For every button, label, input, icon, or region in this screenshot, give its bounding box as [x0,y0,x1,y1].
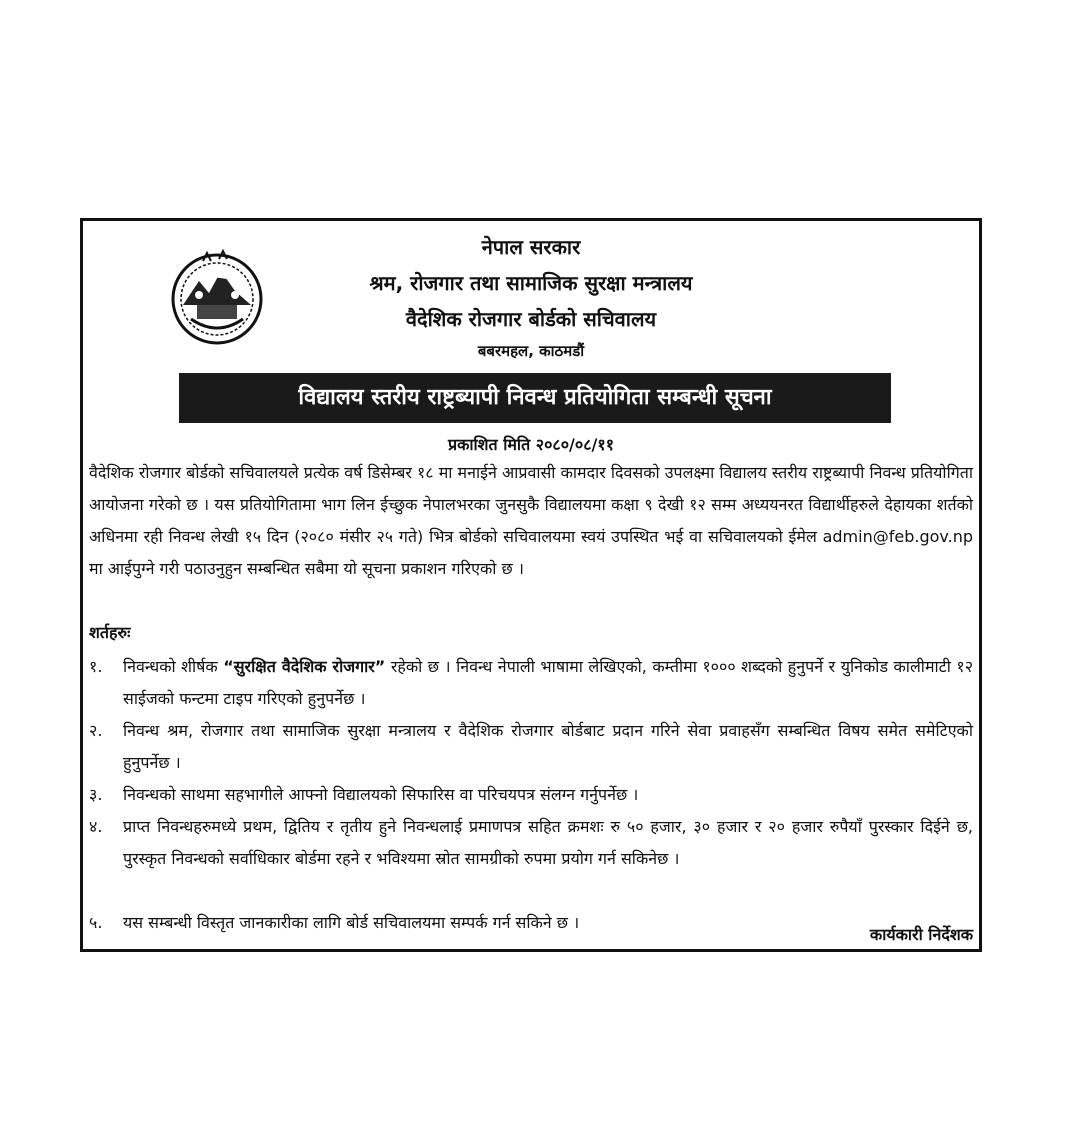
condition-item [89,651,973,715]
conditions-heading: शर्तहरुः [89,623,131,642]
condition-number: ४. [89,817,103,836]
condition-text: यस सम्बन्धी विस्तृत जानकारीका लागि बोर्ड सचिवालयमा सम्पर्क गर्न सकिने छ । [123,913,580,932]
published-date: प्रकाशित मिति २०८०/०८/११ [447,435,615,454]
condition-number: २. [89,721,103,740]
office-name: वैदेशिक रोजगार बोर्डको सचिवालय [405,307,657,331]
condition-number: १. [89,657,103,676]
condition-text-part: रहेको छ । निवन्ध नेपाली भाषामा लेखिएको, कम्तीमा १००० शब्दको हुनुपर्ने र युनिकोड कालीमाटी १२ साईजको फन्टमा टाइप गरिएको हुनुपर्नेछ । [123,657,974,708]
nepal-government-emblem-icon [169,247,265,347]
condition-number: ३. [89,785,103,804]
condition-text: निवन्धको साथमा सहभागीले आफ्नो विद्यालयको सिफारिस वा परिचयपत्र संलग्न गर्नुपर्नेछ । [123,785,639,804]
office-address: बबरमहल, काठमडौं [477,342,585,360]
condition-text: प्राप्त निवन्धहरुमध्ये प्रथम, द्वितिय र तृतीय हुने निवन्धलाई प्रमाणपत्र सहित क्रमशः रु ५० हजार, ३० हजार र २० हजार रुपैयाँ पुरस्कार दिईने छ, पुरस्कृत निवन्धको सर्वाधिकार बोर्डमा रहने र भविश्यमा स्रोत सामग्रीको रुपमा प्रयोग गर्न सकिनेछ । [123,817,973,868]
condition-text [123,651,973,715]
condition-item [89,779,973,811]
condition-number: ५. [89,913,103,932]
signer-title: कार्यकारी निर्देशक [869,925,973,944]
condition-text: निवन्ध श्रम, रोजगार तथा सामाजिक सुरक्षा मन्त्रालय र वैदेशिक रोजगार बोर्डबाट प्रदान गरिने सेवा प्रवाहसँग सम्बन्धित विषय समेत समेटिएको हुनुपर्नेछ । [123,721,973,772]
condition-item [89,715,973,779]
notice-title-banner: विद्यालय स्तरीय राष्ट्रब्यापी निवन्ध प्रतियोगिता सम्बन्धी सूचना [179,373,891,423]
condition-item [89,907,973,939]
condition-item [89,811,973,875]
ministry-name: श्रम, रोजगार तथा सामाजिक सुरक्षा मन्त्रालय [369,271,693,295]
essay-topic: “सुरक्षित वैदेशिक रोजगार” [223,657,386,676]
government-name: नेपाल सरकार [481,235,581,259]
condition-text-part: निवन्धको शीर्षक [123,657,224,676]
notice-box [80,218,982,952]
intro-paragraph: वैदेशिक रोजगार बोर्डको सचिवालयले प्रत्येक वर्ष डिसेम्बर १८ मा मनाईने आप्रवासी कामदार दिवसको उपलक्ष्मा विद्यालय स्तरीय राष्ट्रब्यापी निवन्ध प्रतियोगिता आयोजना गरेको छ । यस प्रतियोगितामा भाग लिन ईच्छुक नेपालभरका जुनसुकै विद्यालयमा कक्षा ९ देखी १२ सम्म अध्ययनरत विद्यार्थीहरुले देहायका शर्तको अधिनमा रही निवन्ध लेखी १५ दिन (२०८० मंसीर २५ गते) भित्र बोर्डको सचिवालयमा स्वयं उपस्थित भई वा सचिवालयको ईमेल admin@feb.gov.np मा आईपुग्ने गरी पठाउनुहुन सम्बन्धित सबैमा यो सूचना प्रकाशन गरिएको छ । [89,463,973,578]
